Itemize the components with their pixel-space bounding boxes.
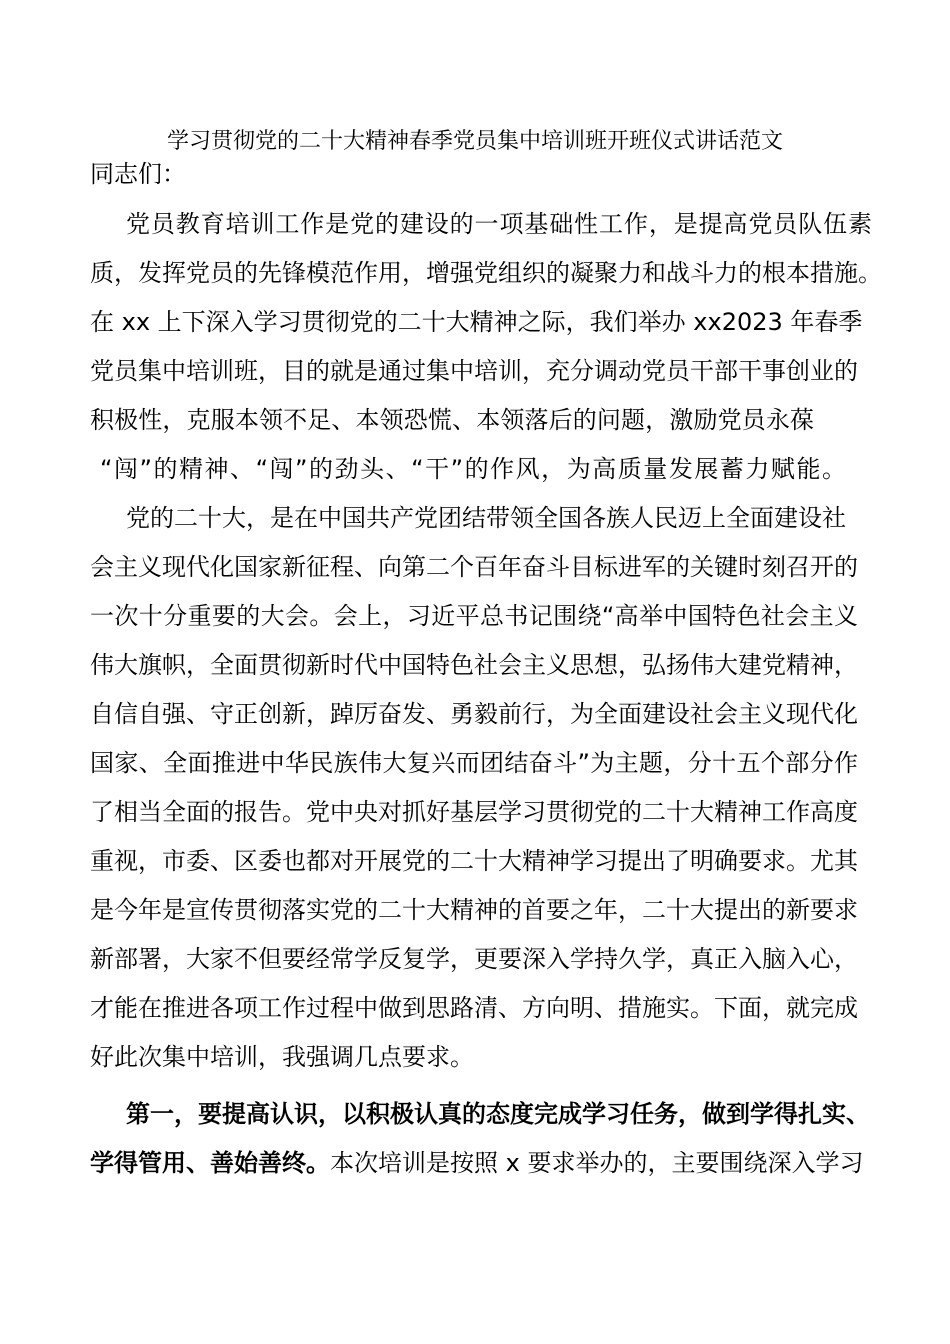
paragraph-1-line-4: 党员集中培训班，目的就是通过集中培训，充分调动党员干部干事创业的 xyxy=(90,357,858,385)
paragraph-2-line-11: 才能在推进各项工作过程中做到思路清、方向明、措施实。下面，就完成 xyxy=(90,994,858,1022)
document-title: 学习贯彻党的二十大精神春季党员集中培训班开班仪式讲话范文 xyxy=(166,129,783,154)
paragraph-1-line-1: 党员教育培训工作是党的建设的一项基础性工作，是提高党员队伍素 xyxy=(126,210,872,238)
paragraph-2-line-9: 是今年是宣传贯彻落实党的二十大精神的首要之年，二十大提出的新要求 xyxy=(90,896,858,924)
paragraph-2-line-4: 伟大旗帜，全面贯彻新时代中国特色社会主义思想，弘扬伟大建党精神， xyxy=(90,651,858,679)
paragraph-1-line-5: 积极性，克服本领不足、本领恐慌、本领落后的问题，激励党员永葆 xyxy=(90,406,814,434)
point-1-heading-line-1: 第一，要提高认识，以积极认真的态度完成学习任务，做到学得扎实、 xyxy=(126,1100,870,1128)
paragraph-1-line-6: “闯”的精神、“闯”的劲头、“干”的作风，为高质量发展蓄力赋能。 xyxy=(100,455,846,483)
point-1-heading-end: 学得管用、善始善终。 xyxy=(90,1149,330,1177)
point-1-body-start: 本次培训是按照 x 要求举办的，主要围绕深入学习 xyxy=(330,1149,864,1177)
paragraph-1-line-2: 质，发挥党员的先锋模范作用，增强党组织的凝聚力和战斗力的根本措施。 xyxy=(90,259,882,287)
paragraph-2-line-10: 新部署，大家不但要经常学反复学，更要深入学持久学，真正入脑入心， xyxy=(90,945,858,973)
paragraph-2-line-7: 了相当全面的报告。党中央对抓好基层学习贯彻党的二十大精神工作高度 xyxy=(90,798,858,826)
salutation: 同志们： xyxy=(90,160,186,188)
paragraph-2-line-5: 自信自强、守正创新，踔厉奋发、勇毅前行，为全面建设社会主义现代化 xyxy=(90,700,858,728)
paragraph-2-line-12: 好此次集中培训，我强调几点要求。 xyxy=(90,1043,474,1071)
paragraph-2-line-3: 一次十分重要的大会。会上，习近平总书记围绕“高举中国特色社会主义 xyxy=(90,602,858,630)
paragraph-2-line-8: 重视，市委、区委也都对开展党的二十大精神学习提出了明确要求。尤其 xyxy=(90,847,858,875)
paragraph-2-line-6: 国家、全面推进中华民族伟大复兴而团结奋斗”为主题，分十五个部分作 xyxy=(90,749,858,777)
paragraph-2-line-2: 会主义现代化国家新征程、向第二个百年奋斗目标进军的关键时刻召开的 xyxy=(90,553,858,581)
paragraph-1-line-3: 在 xx 上下深入学习贯彻党的二十大精神之际，我们举办 xx2023 年春季 xyxy=(90,308,863,336)
point-1-line-2 xyxy=(90,1139,870,1188)
paragraph-2-line-1: 党的二十大，是在中国共产党团结带领全国各族人民迈上全面建设社 xyxy=(126,504,846,532)
